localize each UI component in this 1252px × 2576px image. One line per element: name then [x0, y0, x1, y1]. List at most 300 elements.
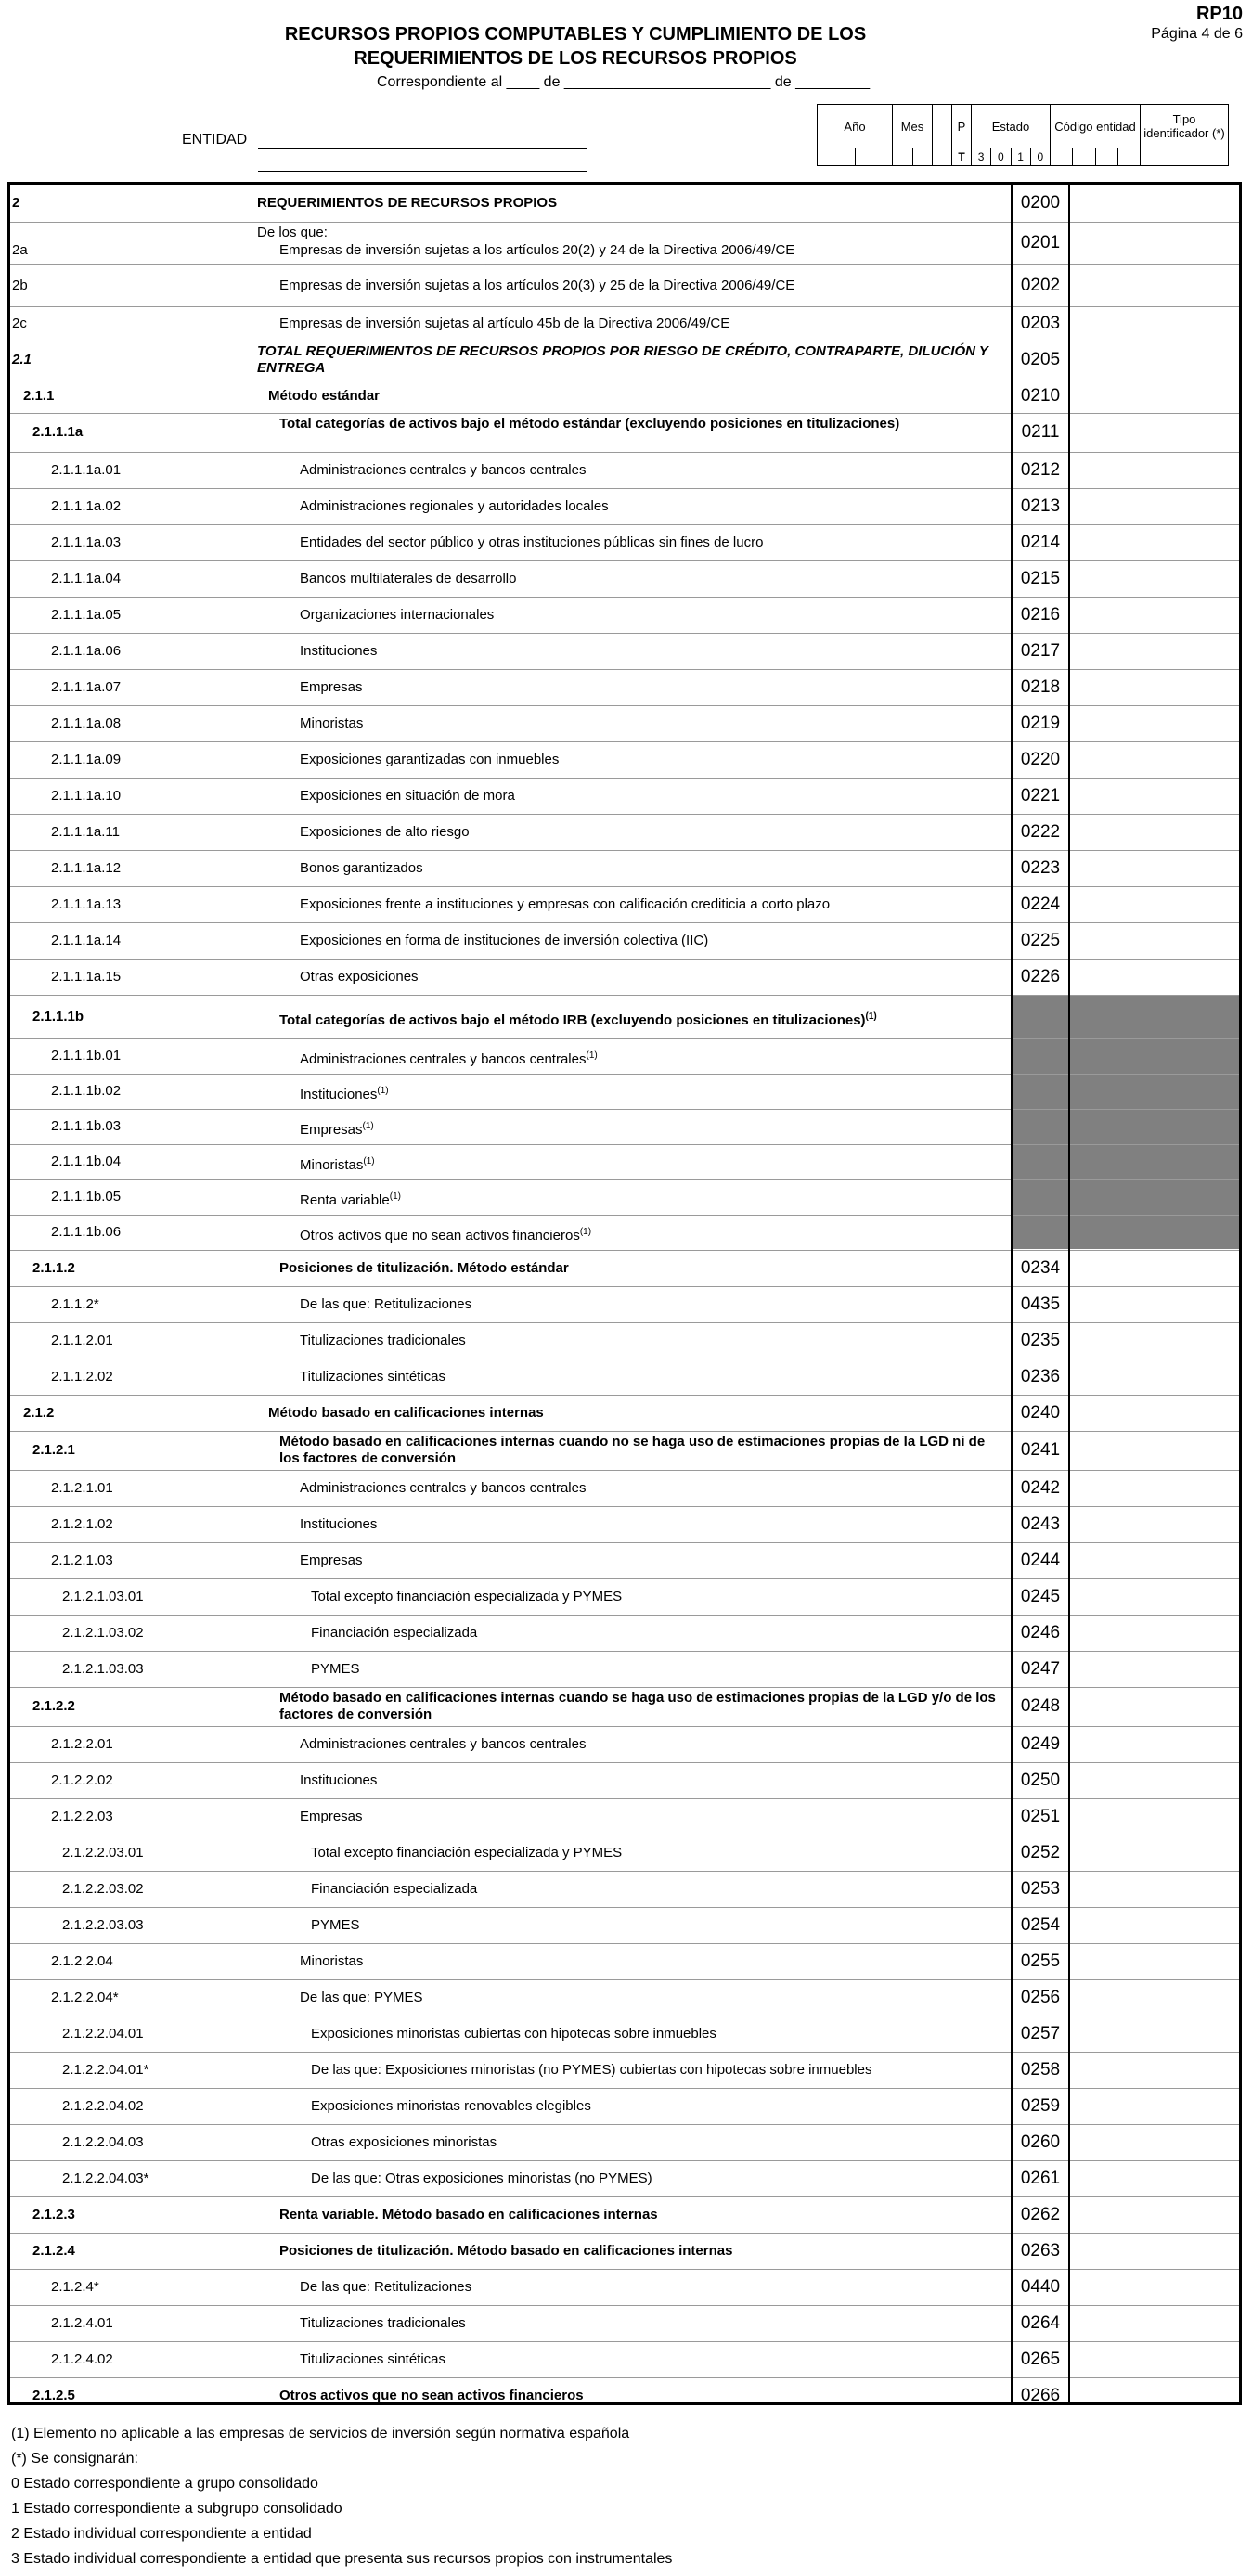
row-code: 0243 — [1020, 1514, 1061, 1534]
row-id: 2.1.2.1.01 — [51, 1480, 113, 1496]
value-cell[interactable] — [1070, 1615, 1239, 1651]
row-id: 2.1.1.1b.05 — [51, 1189, 122, 1204]
value-cell — [1070, 1179, 1239, 1215]
value-cell[interactable] — [1070, 2124, 1239, 2160]
value-cell[interactable] — [1070, 222, 1239, 264]
value-cell[interactable] — [1070, 814, 1239, 850]
row-code: 0222 — [1020, 822, 1061, 842]
row-code: 0263 — [1020, 2241, 1061, 2260]
row-description: Financiación especializada — [311, 1881, 478, 1897]
row-description: Instituciones — [300, 643, 378, 659]
row-id: 2.1.1.2 — [32, 1260, 75, 1276]
row-id: 2.1.2.3 — [32, 2207, 75, 2222]
table-row — [10, 488, 1239, 525]
value-cell[interactable] — [1070, 2341, 1239, 2377]
row-description: Titulizaciones sintéticas — [300, 2351, 446, 2367]
value-column-divider — [1068, 185, 1070, 2402]
table-row — [10, 452, 1239, 489]
row-code: 0249 — [1020, 1734, 1061, 1754]
blank-header — [933, 105, 952, 148]
row-code: 0255 — [1020, 1951, 1061, 1971]
value-cell[interactable] — [1070, 2377, 1239, 2414]
row-prefix: De los que: — [257, 225, 328, 240]
table-row — [10, 741, 1239, 779]
table-row — [10, 1871, 1239, 1908]
row-id: 2.1.2.2.04.01* — [62, 2062, 149, 2078]
row-description: Exposiciones minoristas cubiertas con hipotecas sobre inmuebles — [311, 2026, 716, 2041]
row-description: Renta variable. Método basado en calificaciones internas — [279, 2207, 658, 2222]
row-id: 2.1.1.2.01 — [51, 1333, 113, 1348]
value-cell[interactable] — [1070, 341, 1239, 380]
row-id: 2.1.2.1.03.02 — [62, 1625, 144, 1641]
value-cell[interactable] — [1070, 264, 1239, 306]
footnote-marker: (1) — [579, 1227, 592, 1237]
table-row — [10, 1651, 1239, 1688]
footnote: 3 Estado individual correspondiente a entidad que presenta sus recursos propios con instrumentales — [11, 2551, 673, 2567]
row-description: Empresas — [300, 1552, 363, 1568]
row-code: 0246 — [1020, 1623, 1061, 1642]
row-id: 2.1.1.1a — [32, 424, 84, 440]
row-id: 2.1.1.1b.06 — [51, 1224, 122, 1240]
row-description: Empresas$^{(1)}$ — [300, 1121, 374, 1138]
value-cell[interactable] — [1070, 1431, 1239, 1470]
row-id: 2.1.1.1a.03 — [51, 535, 122, 550]
row-description: Instituciones — [300, 1772, 378, 1788]
row-description: Minoristas — [300, 1953, 364, 1969]
value-cell[interactable] — [1070, 597, 1239, 633]
value-cell[interactable] — [1070, 1871, 1239, 1907]
value-cell[interactable] — [1070, 2016, 1239, 2052]
row-id: 2.1.2.2.04.02 — [62, 2098, 144, 2114]
row-description: Bonos garantizados — [300, 860, 423, 876]
value-cell[interactable] — [1070, 2160, 1239, 2196]
table-row — [10, 2377, 1239, 2414]
table-row — [10, 1615, 1239, 1652]
row-id: 2.1.2.2.03 — [51, 1809, 113, 1824]
row-code: 0240 — [1020, 1403, 1061, 1423]
value-cell[interactable] — [1070, 922, 1239, 959]
blank-cell — [933, 148, 952, 166]
row-code: 0212 — [1020, 460, 1061, 480]
table-row — [10, 1470, 1239, 1507]
codigo-entidad-digit-2[interactable] — [1073, 148, 1095, 166]
table-row — [10, 413, 1239, 453]
row-description: Total categorías de activos bajo el método IRB (excluyendo posiciones en titulizaciones)$^{(1)}$ — [279, 1011, 877, 1028]
table-row — [10, 1038, 1239, 1075]
value-cell[interactable] — [1070, 1395, 1239, 1431]
row-code: 0213 — [1020, 496, 1061, 516]
table-row — [10, 380, 1239, 414]
row-id: 2.1.1.1a.09 — [51, 752, 122, 767]
codigo-entidad-digit-4[interactable] — [1117, 148, 1140, 166]
value-cell[interactable] — [1070, 959, 1239, 995]
value-cell[interactable] — [1070, 1578, 1239, 1615]
page-number: Página 4 de 6 — [1151, 26, 1243, 42]
value-cell[interactable] — [1070, 452, 1239, 488]
table-row — [10, 1943, 1239, 1980]
row-code: 0264 — [1020, 2313, 1061, 2333]
table-row — [10, 1835, 1239, 1872]
row-id: 2.1.1 — [23, 388, 55, 404]
table-row — [10, 633, 1239, 670]
row-id: 2.1.1.1a.10 — [51, 788, 122, 804]
row-code: 0248 — [1020, 1696, 1061, 1716]
table-row — [10, 1215, 1239, 1251]
value-cell[interactable] — [1070, 306, 1239, 341]
table-row — [10, 1144, 1239, 1180]
row-description: Instituciones — [300, 1516, 378, 1532]
form-code: RP10 — [1195, 4, 1243, 24]
period-line: Correspondiente al ____ de _________________________ de _________ — [377, 74, 871, 90]
row-code: 0235 — [1020, 1331, 1061, 1350]
row-id: 2.1.2.2.04.03 — [62, 2134, 144, 2150]
table-row — [10, 1109, 1239, 1145]
value-cell[interactable] — [1070, 1762, 1239, 1798]
row-description: Administraciones centrales y bancos centrales — [300, 462, 587, 478]
estado-digit-4: 0 — [1030, 148, 1050, 166]
value-cell[interactable] — [1070, 2088, 1239, 2124]
tipo-identificador-cell[interactable] — [1141, 148, 1229, 166]
row-description: De las que: Retitulizaciones — [300, 1296, 472, 1312]
row-id: 2.1.2.2.04 — [51, 1953, 113, 1969]
row-code: 0221 — [1020, 786, 1061, 805]
row-description: Minoristas — [300, 715, 364, 731]
row-description: Método basado en calificaciones internas cuando no se haga uso de estimaciones propias de la LGD ni de los factores de conversión — [279, 1434, 986, 1466]
row-id: 2.1.1.1a.02 — [51, 498, 122, 514]
table-row — [10, 1359, 1239, 1396]
value-cell[interactable] — [1070, 1286, 1239, 1322]
footnote-marker: (1) — [377, 1086, 389, 1096]
row-description: Administraciones centrales y bancos centrales$^{(1)}$ — [300, 1050, 598, 1067]
row-code: 0216 — [1020, 605, 1061, 625]
row-id: 2.1.2.2.03.02 — [62, 1881, 144, 1897]
row-code: 0218 — [1020, 677, 1061, 697]
row-code: 0225 — [1020, 931, 1061, 950]
row-code: 0224 — [1020, 895, 1061, 914]
row-id: 2.1.2.1.03 — [51, 1552, 113, 1568]
table-row — [10, 1506, 1239, 1543]
footnote: 1 Estado correspondiente a subgrupo consolidado — [11, 2501, 342, 2517]
row-code: 0258 — [1020, 2060, 1061, 2080]
row-description: De las que: Otras exposiciones minoristas (no PYMES) — [311, 2170, 652, 2186]
row-code: 0261 — [1020, 2169, 1061, 2188]
row-code: 0234 — [1020, 1258, 1061, 1278]
value-cell[interactable] — [1070, 524, 1239, 560]
row-description: Total excepto financiación especializada y PYMES — [311, 1845, 623, 1861]
value-cell[interactable] — [1070, 185, 1239, 222]
table-row — [10, 705, 1239, 742]
value-cell[interactable] — [1070, 633, 1239, 669]
row-code: 0252 — [1020, 1843, 1061, 1862]
table-row — [10, 2233, 1239, 2270]
table-row — [10, 886, 1239, 923]
p-header: P — [952, 105, 972, 148]
table-row — [10, 2305, 1239, 2342]
row-id: 2.1.1.1a.08 — [51, 715, 122, 731]
row-id: 2.1.2.2.04.01 — [62, 2026, 144, 2041]
table-row — [10, 306, 1239, 341]
table-row — [10, 341, 1239, 380]
value-cell — [1070, 1038, 1239, 1074]
row-description: Financiación especializada — [311, 1625, 478, 1641]
month-digit-2[interactable] — [912, 148, 933, 166]
year-digit-1[interactable] — [818, 148, 856, 166]
row-id: 2.1.2.2 — [32, 1698, 75, 1714]
row-code: 0257 — [1020, 2024, 1061, 2043]
value-cell[interactable] — [1070, 488, 1239, 524]
row-id: 2.1.1.1b.01 — [51, 1048, 122, 1063]
page-title: RECURSOS PROPIOS COMPUTABLES Y CUMPLIMIENTO DE LOS REQUERIMIENTOS DE LOS RECURSOS PROPIOS — [284, 24, 867, 69]
code-column-divider — [1011, 185, 1013, 2402]
footnote-marker: (1) — [389, 1191, 401, 1202]
row-description: Titulizaciones tradicionales — [300, 1333, 466, 1348]
table-row — [10, 1798, 1239, 1835]
value-cell[interactable] — [1070, 2305, 1239, 2341]
row-description: Empresas de inversión sujetas a los artículos 20(3) y 25 de la Directiva 2006/49/CE — [279, 277, 795, 293]
row-code: 0253 — [1020, 1879, 1061, 1899]
value-cell[interactable] — [1070, 2196, 1239, 2233]
value-cell[interactable] — [1070, 380, 1239, 413]
value-cell[interactable] — [1070, 850, 1239, 886]
row-id: 2.1.2.2.02 — [51, 1772, 113, 1788]
entidad-field-line-1[interactable] — [258, 148, 587, 149]
row-code: 0260 — [1020, 2132, 1061, 2152]
row-description: Administraciones centrales y bancos centrales — [300, 1736, 587, 1752]
row-id: 2.1.1.1a.07 — [51, 679, 122, 695]
row-code: 0202 — [1020, 276, 1061, 295]
row-code: 0435 — [1020, 1294, 1061, 1314]
row-code: 0217 — [1020, 641, 1061, 661]
row-id: 2.1.2.1.03.01 — [62, 1589, 144, 1604]
footnote-marker: (1) — [865, 1011, 877, 1022]
identifier-value-row — [818, 148, 1229, 166]
row-description: Bancos multilaterales de desarrollo — [300, 571, 517, 586]
value-cell — [1070, 995, 1239, 1038]
row-description: Exposiciones en forma de instituciones de inversión colectiva (IIC) — [300, 933, 709, 948]
value-cell — [1070, 1215, 1239, 1250]
row-id: 2.1.1.1a.11 — [51, 824, 120, 840]
row-id: 2.1.1.1a.05 — [51, 607, 122, 623]
value-cell — [1070, 1144, 1239, 1179]
row-description: Total categorías de activos bajo el método estándar (excluyendo posiciones en titulizaciones) — [279, 416, 900, 431]
footnotes — [11, 2421, 672, 2571]
codigo-entidad-digit-1[interactable] — [1051, 148, 1073, 166]
row-description: Empresas — [300, 679, 363, 695]
value-cell[interactable] — [1070, 413, 1239, 452]
table-row — [10, 1907, 1239, 1944]
value-cell[interactable] — [1070, 1359, 1239, 1395]
year-digit-2[interactable] — [855, 148, 893, 166]
value-cell[interactable] — [1070, 1943, 1239, 1979]
row-code: 0214 — [1020, 533, 1061, 552]
table-row — [10, 2124, 1239, 2161]
value-cell[interactable] — [1070, 1726, 1239, 1762]
row-description: Método estándar — [268, 388, 381, 404]
row-id: 2 — [12, 195, 20, 211]
row-code: 0244 — [1020, 1551, 1061, 1570]
value-cell[interactable] — [1070, 741, 1239, 778]
row-id: 2.1.1.1a.12 — [51, 860, 122, 876]
row-code: 0236 — [1020, 1367, 1061, 1386]
value-cell — [1070, 1074, 1239, 1109]
row-code: 0220 — [1020, 750, 1061, 769]
footnote-marker: (1) — [586, 1050, 598, 1061]
table-row — [10, 1322, 1239, 1359]
value-cell[interactable] — [1070, 1250, 1239, 1286]
value-cell[interactable] — [1070, 1687, 1239, 1726]
estado-digit-2: 0 — [991, 148, 1011, 166]
value-cell[interactable] — [1070, 2269, 1239, 2305]
row-id: 2.1.2.2.04* — [51, 1990, 119, 2005]
row-code: 0259 — [1020, 2096, 1061, 2116]
row-code: 0223 — [1020, 858, 1061, 878]
month-header: Mes — [893, 105, 933, 148]
footnote-marker: (1) — [362, 1121, 374, 1131]
row-code: 0440 — [1020, 2277, 1061, 2297]
row-id: 2.1.2.2.04.03* — [62, 2170, 149, 2186]
table-row — [10, 1179, 1239, 1216]
row-description: Renta variable$^{(1)}$ — [300, 1191, 401, 1208]
row-description: Organizaciones internacionales — [300, 607, 495, 623]
row-code: 0254 — [1020, 1915, 1061, 1935]
value-cell[interactable] — [1070, 2052, 1239, 2088]
row-id: 2.1.1.1b.03 — [51, 1118, 122, 1134]
row-id: 2.1.2.2.03.01 — [62, 1845, 144, 1861]
row-id: 2.1 — [12, 352, 32, 367]
row-code: 0262 — [1020, 2205, 1061, 2224]
row-id: 2.1.1.2.02 — [51, 1369, 113, 1385]
row-code: 0256 — [1020, 1988, 1061, 2007]
row-description: Entidades del sector público y otras instituciones públicas sin fines de lucro — [300, 535, 764, 550]
table-row — [10, 1979, 1239, 2016]
value-cell[interactable] — [1070, 2233, 1239, 2269]
row-id: 2.1.1.2* — [51, 1296, 99, 1312]
row-description: Otras exposiciones — [300, 969, 419, 985]
table-row — [10, 222, 1239, 265]
row-id: 2.1.1.1b — [32, 1009, 84, 1024]
table-row — [10, 597, 1239, 634]
row-description: Total excepto financiación especializada y PYMES — [311, 1589, 623, 1604]
row-description: Posiciones de titulización. Método basado en calificaciones internas — [279, 2243, 733, 2259]
estado-digit-3: 1 — [1011, 148, 1030, 166]
row-code: 0226 — [1020, 967, 1061, 986]
row-id: 2a — [12, 242, 28, 258]
row-code: 0215 — [1020, 569, 1061, 588]
table-row — [10, 814, 1239, 851]
footnote-marker: (1) — [363, 1156, 375, 1166]
row-code: 0211 — [1021, 422, 1060, 442]
row-id: 2.1.1.1a.13 — [51, 896, 122, 912]
table-row — [10, 524, 1239, 561]
row-id: 2.1.2.1.03.03 — [62, 1661, 144, 1677]
row-id: 2.1.1.1b.04 — [51, 1153, 122, 1169]
table-row — [10, 2016, 1239, 2053]
row-description: Método basado en calificaciones internas cuando se haga uso de estimaciones propias de la LGD y/o de los factores de conversión — [279, 1690, 996, 1722]
value-cell[interactable] — [1070, 1506, 1239, 1542]
value-cell[interactable] — [1070, 1651, 1239, 1687]
row-description: REQUERIMIENTOS DE RECURSOS PROPIOS — [257, 195, 558, 211]
table-row — [10, 2196, 1239, 2234]
row-id: 2.1.2.4.01 — [51, 2315, 113, 2331]
footnote: 2 Estado individual correspondiente a entidad — [11, 2526, 312, 2542]
table-row — [10, 1762, 1239, 1799]
table-row — [10, 1431, 1239, 1471]
table-row — [10, 1687, 1239, 1727]
value-cell — [1070, 1109, 1239, 1144]
row-code: 0266 — [1020, 2386, 1061, 2405]
year-header: Año — [818, 105, 893, 148]
row-id: 2.1.1.1a.04 — [51, 571, 122, 586]
row-description: Otros activos que no sean activos financieros — [279, 2388, 584, 2403]
row-description: Exposiciones frente a instituciones y empresas con calificación crediticia a corto plazo — [300, 896, 831, 912]
value-cell[interactable] — [1070, 1322, 1239, 1359]
row-id: 2.1.2.2.03.03 — [62, 1917, 144, 1933]
value-cell[interactable] — [1070, 1470, 1239, 1506]
row-description: Exposiciones garantizadas con inmuebles — [300, 752, 560, 767]
table-row — [10, 1074, 1239, 1110]
value-cell[interactable] — [1070, 1542, 1239, 1578]
row-description: Instituciones$^{(1)}$ — [300, 1086, 389, 1102]
table-row — [10, 560, 1239, 598]
table-row — [10, 959, 1239, 996]
table-row — [10, 185, 1239, 223]
entidad-label: ENTIDAD — [182, 132, 248, 148]
value-cell[interactable] — [1070, 705, 1239, 741]
row-id: 2.1.1.1b.02 — [51, 1083, 122, 1099]
row-description: PYMES — [311, 1917, 360, 1933]
footnote: (*) Se consignarán: — [11, 2451, 138, 2467]
row-description: Minoristas$^{(1)}$ — [300, 1156, 375, 1173]
row-code: 0210 — [1020, 386, 1061, 406]
value-cell[interactable] — [1070, 669, 1239, 705]
value-cell[interactable] — [1070, 886, 1239, 922]
row-description: De las que: Exposiciones minoristas (no PYMES) cubiertas con hipotecas sobre inmuebles — [311, 2062, 872, 2078]
row-description: Titulizaciones tradicionales — [300, 2315, 466, 2331]
table-row — [10, 2160, 1239, 2197]
table-row — [10, 1395, 1239, 1432]
value-cell[interactable] — [1070, 778, 1239, 814]
estado-header: Estado — [972, 105, 1051, 148]
row-code: 0251 — [1020, 1807, 1061, 1826]
estado-digit-1: 3 — [972, 148, 991, 166]
table-row — [10, 1286, 1239, 1323]
table-row — [10, 995, 1239, 1039]
row-code: 0245 — [1020, 1587, 1061, 1606]
requirements-table — [7, 182, 1242, 2405]
codigo-entidad-digit-3[interactable] — [1095, 148, 1117, 166]
value-cell[interactable] — [1070, 560, 1239, 597]
footnote: 0 Estado correspondiente a grupo consolidado — [11, 2476, 318, 2492]
entidad-field-line-2[interactable] — [258, 171, 587, 172]
p-value: T — [952, 148, 972, 166]
row-code: 0205 — [1020, 350, 1061, 369]
value-cell[interactable] — [1070, 1835, 1239, 1871]
value-cell[interactable] — [1070, 1798, 1239, 1835]
footnote: (1) Elemento no aplicable a las empresas de servicios de inversión según normativa española — [11, 2426, 630, 2441]
value-cell[interactable] — [1070, 1907, 1239, 1943]
codigo-entidad-header: Código entidad — [1051, 105, 1141, 148]
table-row — [10, 669, 1239, 706]
row-description: TOTAL REQUERIMIENTOS DE RECURSOS PROPIOS POR RIESGO DE CRÉDITO, CONTRAPARTE, DILUCIÓN Y ENTREGA — [257, 343, 988, 376]
row-description: Exposiciones minoristas renovables elegibles — [311, 2098, 591, 2114]
row-description: Administraciones centrales y bancos centrales — [300, 1480, 587, 1496]
row-description: Exposiciones de alto riesgo — [300, 824, 470, 840]
value-cell[interactable] — [1070, 1979, 1239, 2016]
table-row — [10, 850, 1239, 887]
row-id: 2.1.1.1a.01 — [51, 462, 122, 478]
month-digit-1[interactable] — [893, 148, 913, 166]
row-code: 0241 — [1020, 1440, 1061, 1460]
